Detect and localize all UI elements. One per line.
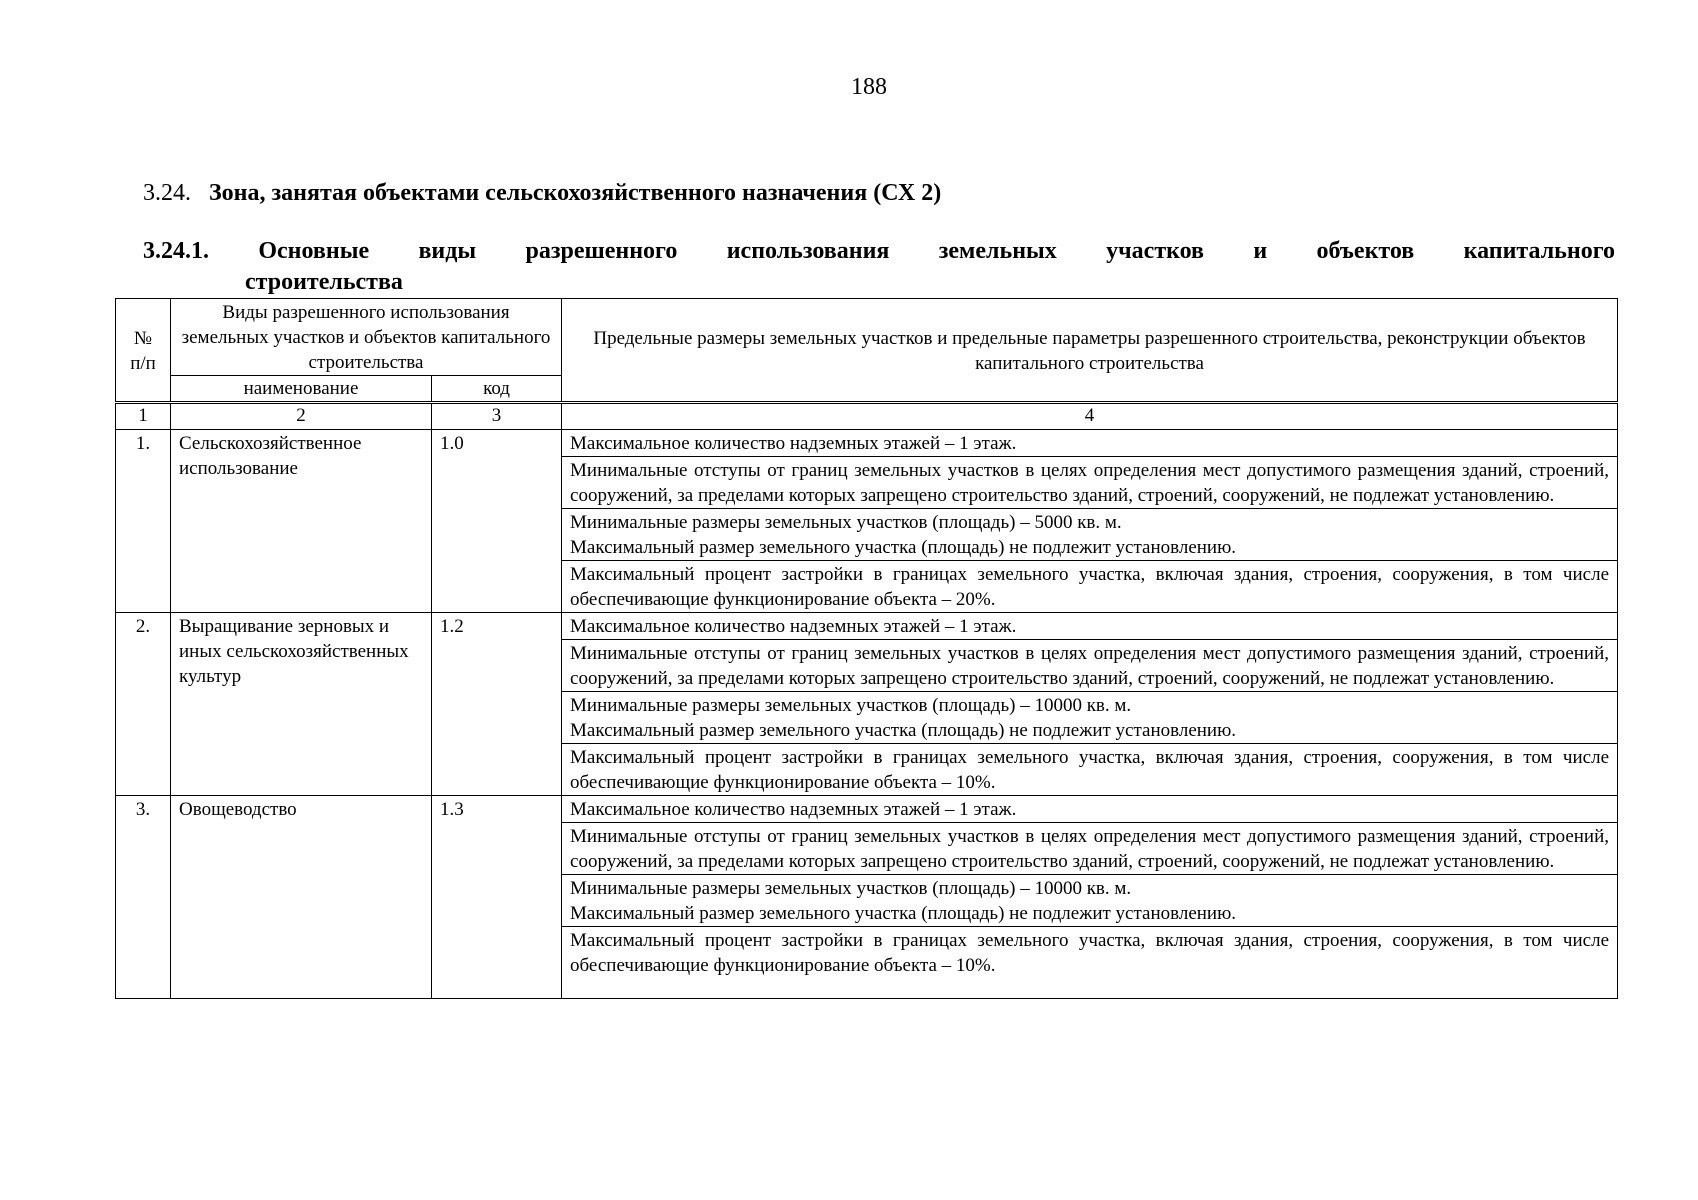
param-cell — [562, 796, 1618, 823]
row-number: 1. — [116, 430, 171, 613]
param-cell — [562, 927, 1618, 999]
subsection-number: 3.24.1. — [143, 238, 209, 264]
use-name: Выращивание зерновых и иных сельскохозяйственных культур — [171, 613, 432, 796]
subsection-title-line1 — [143, 236, 1615, 267]
param-text: Минимальные отступы от границ земельных участков в целях определения мест допустимого размещения зданий, строений, сооружений, за пределами которых запрещено строительство зданий, строений, сооружений, не подлежат установлению. — [570, 643, 1610, 689]
column-numbers-row — [116, 403, 1618, 430]
header-name: наименование — [171, 376, 432, 403]
header-params: Предельные размеры земельных участков и предельные параметры разрешенного строительства, реконструкции объектов капитального строительства — [562, 299, 1618, 403]
table-header-row — [116, 299, 1618, 376]
section-heading: Зона, занятая объектами сельскохозяйственного назначения (СХ 2) — [209, 180, 942, 206]
subsection-word: капитального — [1463, 238, 1615, 264]
param-text: Максимальное количество надземных этажей – 1 этаж. — [570, 799, 1017, 820]
row-number: 2. — [116, 613, 171, 796]
param-text: Максимальный процент застройки в границах земельного участка, включая здания, строения, сооружения, в том числе обеспечивающие функционирование объекта – 10%. — [570, 747, 1610, 793]
row-number: 3. — [116, 796, 171, 999]
param-text: Максимальное количество надземных этажей – 1 этаж. — [570, 616, 1017, 637]
param-cell — [562, 561, 1618, 613]
subsection-title — [143, 236, 1615, 298]
use-code: 1.2 — [432, 613, 562, 796]
param-cell — [562, 875, 1618, 927]
param-cell — [562, 640, 1618, 692]
table-body — [116, 299, 1618, 999]
subsection-title-line2: строительства — [245, 269, 403, 295]
subsection-word: виды — [418, 238, 477, 264]
param-text: Максимальный процент застройки в границах земельного участка, включая здания, строения, сооружения, в том числе обеспечивающие функционирование объекта – 10%. — [570, 930, 1610, 976]
page-number: 188 — [851, 74, 887, 100]
header-kinds: Виды разрешенного использования земельных участков и объектов капитального строительства — [171, 299, 562, 376]
use-name: Сельскохозяйственное использование — [171, 430, 432, 613]
header-num: № п/п — [116, 299, 171, 403]
param-text: Минимальные отступы от границ земельных участков в целях определения мест допустимого размещения зданий, строений, сооружений, за пределами которых запрещено строительство зданий, строений, сооружений, не подлежат установлению. — [570, 826, 1610, 872]
subsection-word: разрешенного — [525, 238, 678, 264]
header-code: код — [432, 376, 562, 403]
param-cell — [562, 430, 1618, 457]
subsection-word: использования — [726, 238, 890, 264]
param-text: Минимальные размеры земельных участков (площадь) – 10000 кв. м. — [570, 878, 1132, 899]
table-row — [116, 430, 1618, 457]
column-number: 3 — [432, 403, 562, 430]
subsection-word: участков — [1106, 238, 1204, 264]
land-use-table — [115, 298, 1618, 999]
param-text: Максимальный процент застройки в границах земельного участка, включая здания, строения, сооружения, в том числе обеспечивающие функционирование объекта – 20%. — [570, 564, 1610, 610]
param-text: Максимальное количество надземных этажей – 1 этаж. — [570, 433, 1017, 454]
subsection-word: объектов — [1316, 238, 1415, 264]
use-name: Овощеводство — [171, 796, 432, 999]
param-cell — [562, 613, 1618, 640]
section-number: 3.24. — [143, 180, 191, 206]
subsection-word: земельных — [938, 238, 1057, 264]
param-text: Минимальные размеры земельных участков (площадь) – 5000 кв. м. — [570, 512, 1122, 533]
param-cell — [562, 823, 1618, 875]
param-text: Минимальные размеры земельных участков (площадь) – 10000 кв. м. — [570, 695, 1132, 716]
table-row — [116, 613, 1618, 640]
param-text: Минимальные отступы от границ земельных участков в целях определения мест допустимого размещения зданий, строений, сооружений, за пределами которых запрещено строительство зданий, строений, сооружений, не подлежат установлению. — [570, 460, 1610, 506]
subsection-word: Основные — [258, 238, 370, 264]
param-text: Максимальный размер земельного участка (площадь) не подлежит установлению. — [570, 537, 1237, 558]
use-code: 1.3 — [432, 796, 562, 999]
column-number: 4 — [562, 403, 1618, 430]
subsection-word: и — [1253, 238, 1268, 264]
section-title — [143, 180, 941, 207]
param-text: Максимальный размер земельного участка (площадь) не подлежит установлению. — [570, 903, 1237, 924]
param-cell — [562, 509, 1618, 561]
param-cell — [562, 744, 1618, 796]
column-number: 2 — [171, 403, 432, 430]
column-number: 1 — [116, 403, 171, 430]
param-cell — [562, 457, 1618, 509]
param-text: Максимальный размер земельного участка (площадь) не подлежит установлению. — [570, 720, 1237, 741]
param-cell — [562, 692, 1618, 744]
use-code: 1.0 — [432, 430, 562, 613]
table-row — [116, 796, 1618, 823]
